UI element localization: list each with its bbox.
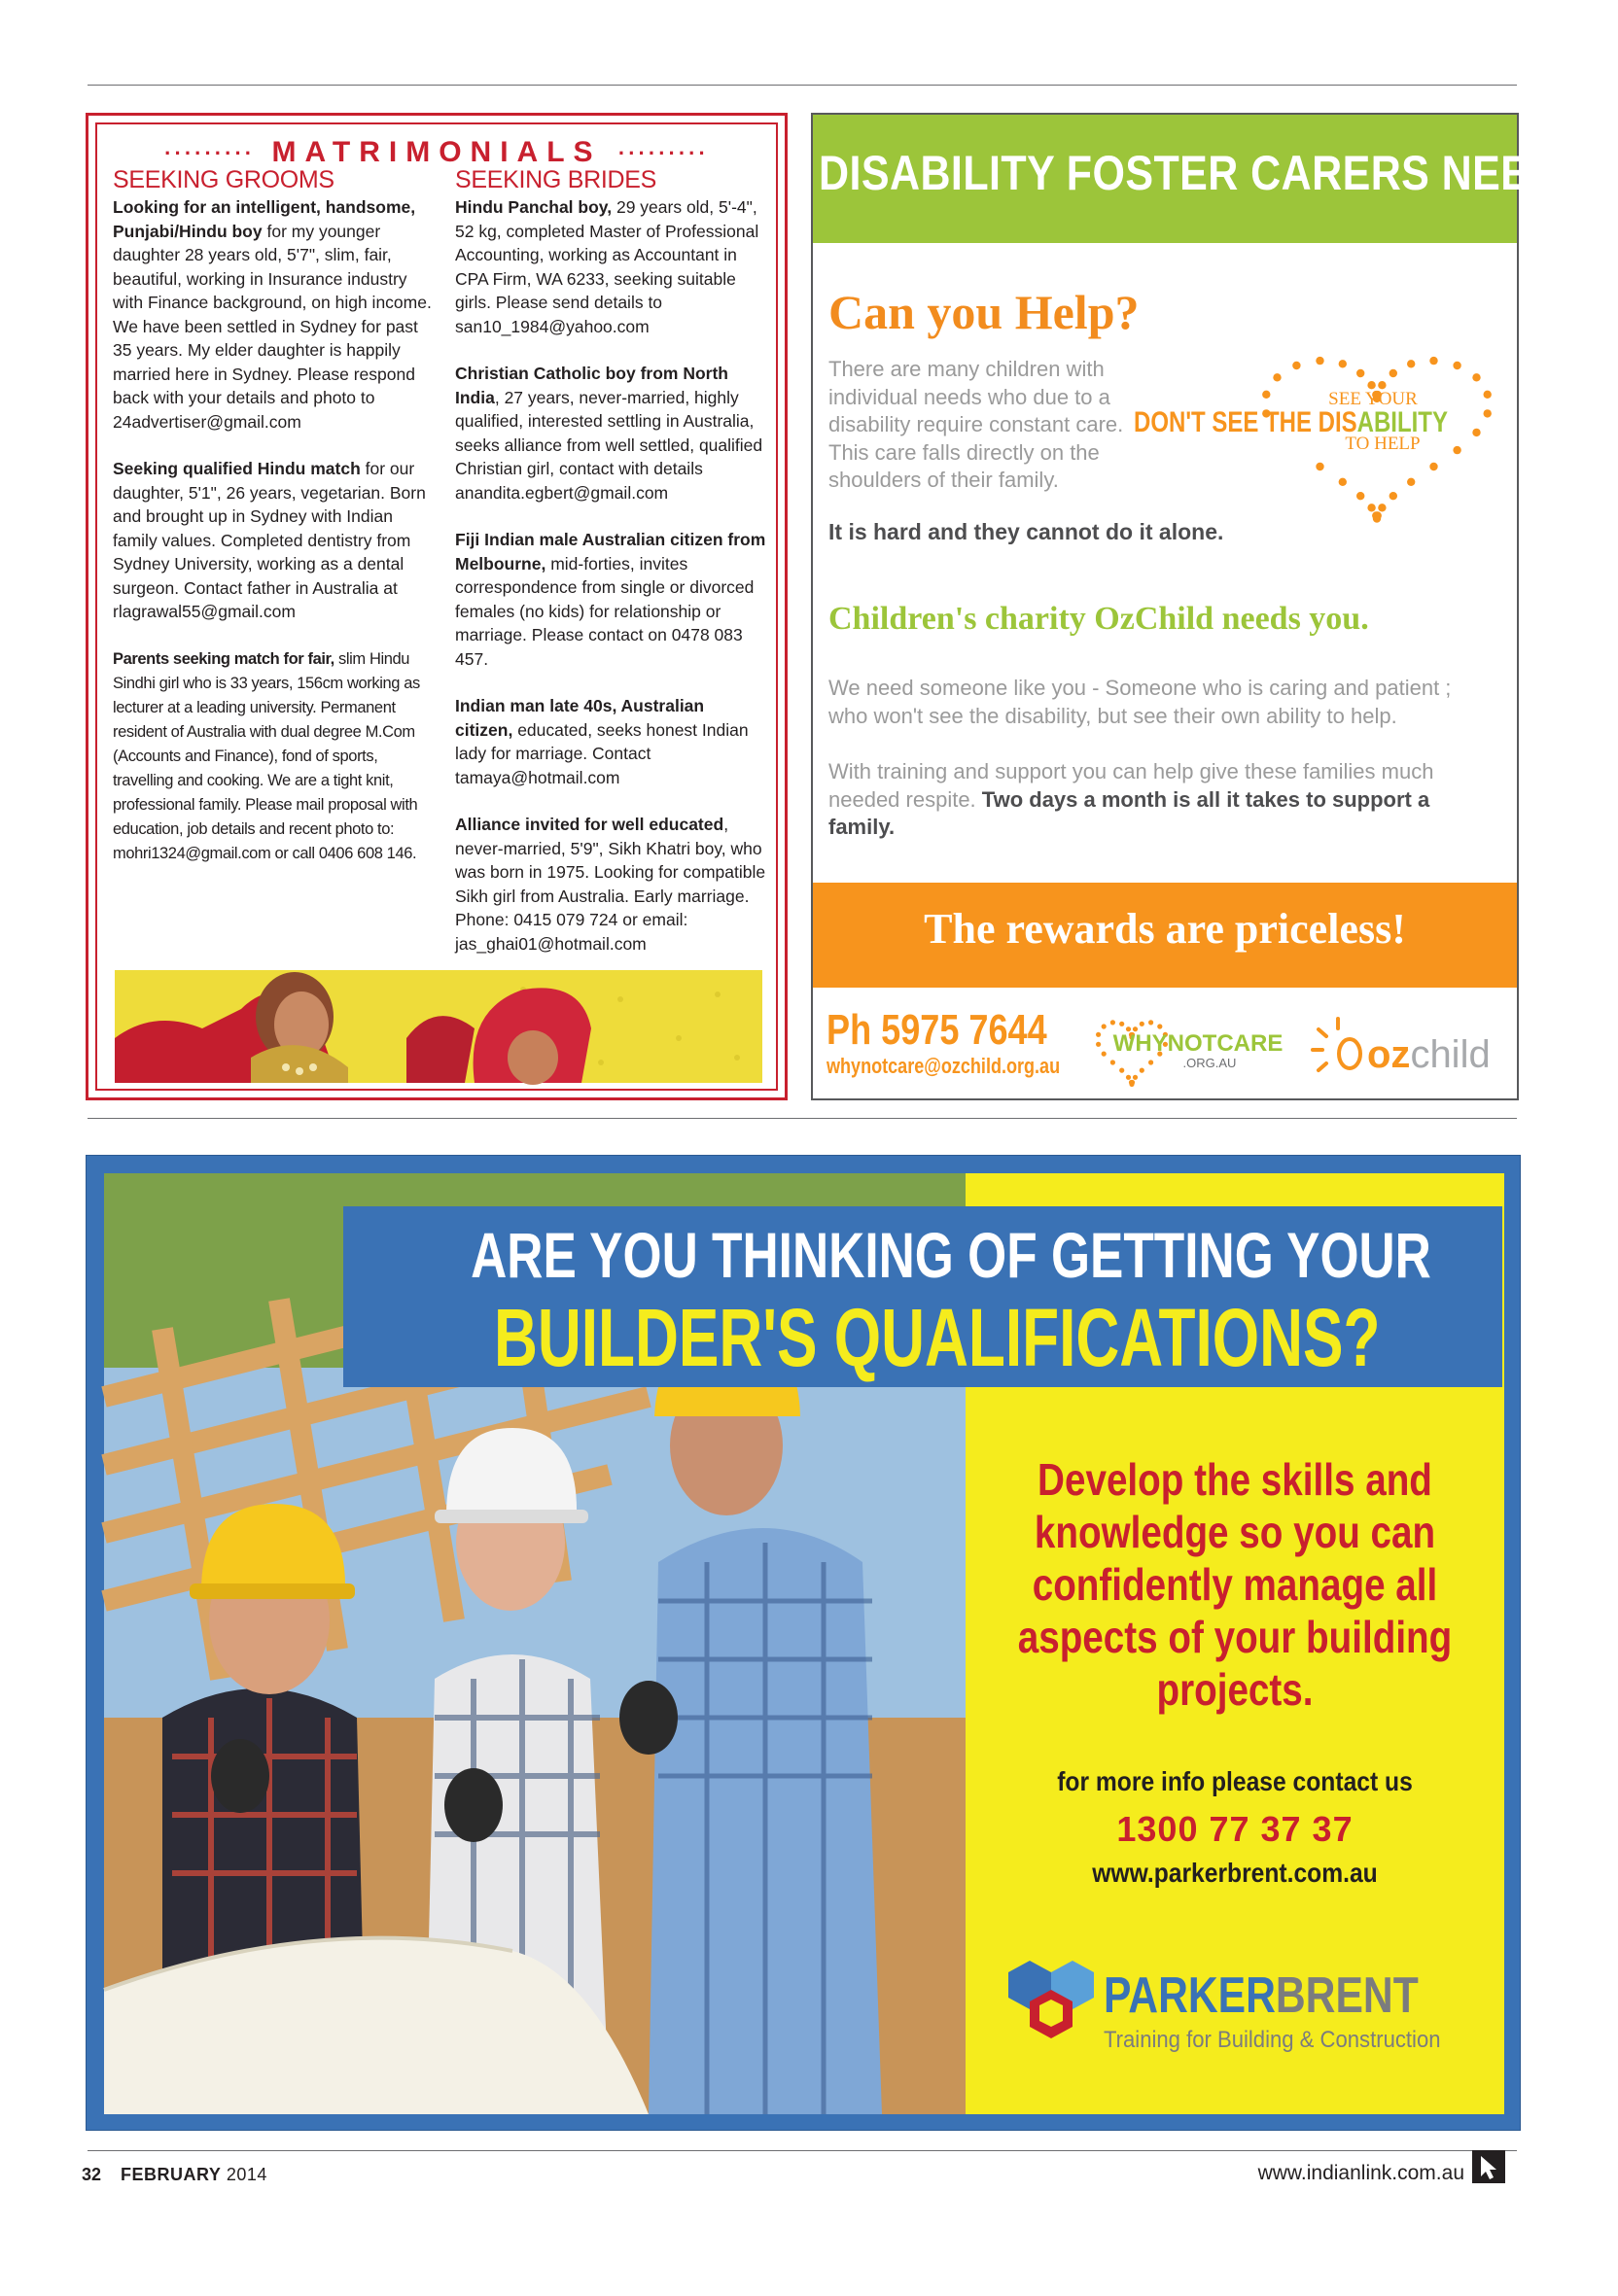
logo-dot (1157, 1024, 1162, 1028)
groom-ad-lead: Looking for an intelligent, handsome, Punjabi/Hindu boy (113, 197, 416, 241)
heart-dot (1378, 504, 1386, 511)
logo-dot (1133, 1075, 1138, 1080)
pitch-text: Develop the skills and knowledge so you can confidently manage all aspects of your building projects. (1017, 1454, 1453, 1715)
whynotcare-text: WHYNOTCARE (1112, 1030, 1284, 1057)
issue-year: 2014 (226, 2165, 267, 2184)
bride-ad (455, 813, 766, 956)
heart-dot (1407, 478, 1415, 486)
page-number: 32 (82, 2165, 102, 2184)
headline-band (813, 115, 1618, 243)
brand-parker: PARKER (1104, 1967, 1276, 2024)
ad-headline: DISABILITY FOSTER CARERS NEEDED (819, 146, 1618, 200)
rewards-text: The rewards are priceless! (924, 905, 1406, 953)
hard-statement: It is hard and they cannot do it alone. (828, 519, 1224, 544)
heart-dot (1356, 369, 1364, 377)
heart-dot (1367, 504, 1375, 511)
bride-ad (455, 195, 766, 338)
seeking-grooms-column (113, 165, 440, 889)
site-url[interactable]: www.indianlink.com.au (1257, 2162, 1464, 2184)
seeking-brides-column (455, 165, 766, 979)
whynotcare-logo-icon (1091, 1009, 1295, 1087)
heart-dots-icon (1134, 348, 1503, 533)
intro-paragraph: There are many children with individual needs who due to a disability require constant care. This care falls directly on the shoulders of their family. (828, 357, 1124, 492)
matrimonials-box (86, 113, 788, 1100)
whynotcare-sub: .ORG.AU (1182, 1056, 1237, 1070)
footer-rule (88, 2150, 1517, 2151)
heart-dot (1339, 360, 1347, 367)
headline-banner (343, 1206, 1502, 1387)
groom-ad (113, 457, 440, 624)
heart-bottom-text: TO HELP (1345, 434, 1421, 454)
bride-ad-body: educated, seeks honest Indian lady for marriage. Contact tamaya@hotmail.com (455, 719, 749, 787)
bride-ad-lead: Hindu Panchal boy, (455, 197, 613, 217)
wedding-couple-illustration (115, 970, 762, 1083)
logo-dot (1148, 1020, 1153, 1025)
parkerbrent-tagline: Training for Building & Construction (1104, 2027, 1441, 2053)
ozchild-text-oz: oz (1367, 1033, 1411, 1076)
heart-dot (1453, 446, 1460, 454)
can-you-help-heading: Can you Help? (828, 285, 1140, 339)
cursor-arrow-icon (1472, 2150, 1505, 2183)
builder-qualifications-ad (86, 1155, 1521, 2131)
heart-dot (1339, 478, 1347, 486)
heart-slogan-green: ABILITY (1356, 404, 1448, 438)
brand-brent: BRENT (1275, 1967, 1419, 2024)
ozchild-sun-icon (1309, 1015, 1513, 1083)
top-rule (88, 85, 1517, 86)
logo-dot (1140, 1068, 1144, 1073)
parkerbrent-cube-icon (1004, 1951, 1098, 2048)
seeking-grooms-heading: SEEKING GROOMS (113, 166, 334, 193)
groom-ad (113, 195, 440, 434)
whynotcare-logo (1091, 1009, 1295, 1087)
contact-email: whynotcare@ozchild.org.au (827, 1054, 1061, 1078)
heart-dot (1472, 429, 1480, 436)
ozchild-logo (1309, 1015, 1513, 1083)
training-bold-text: Two days a month is all it takes to support a family. (828, 786, 1430, 839)
logo-dot (1129, 1080, 1134, 1085)
heart-dot (1273, 373, 1281, 381)
heart-dot (1389, 369, 1397, 377)
heart-dot (1484, 409, 1492, 417)
issue-date (121, 2165, 267, 2185)
parkerbrent-wordmark (1104, 1968, 1419, 2023)
matrimonials-title (97, 136, 776, 169)
seeking-brides-heading: SEEKING BRIDES (455, 166, 656, 193)
rewards-band (813, 883, 1517, 988)
logo-dot (1140, 1022, 1144, 1026)
heart-dot (1429, 357, 1437, 365)
heart-dot (1453, 362, 1460, 369)
matrimonials-inner-border (95, 122, 778, 1091)
training-paragraph (828, 758, 1499, 842)
heart-slogan-orange: DON'T SEE THE DIS (1134, 404, 1357, 438)
logo-dot (1119, 1068, 1124, 1073)
logo-dot (1126, 1075, 1131, 1080)
phone-number: 1300 77 37 37 (1116, 1809, 1354, 1849)
heart-dot (1389, 492, 1397, 500)
headline-line-1: ARE YOU THINKING OF GETTING YOUR (471, 1219, 1431, 1291)
wedding-couple-photo (115, 970, 762, 1083)
heart-dot (1292, 362, 1300, 369)
groom-ad-lead: Seeking qualified Hindu match (113, 459, 361, 478)
training-text: With training and support you can help give these families much needed respite. (828, 759, 1434, 812)
bride-ad-body: mid-forties, invites correspondence from single or divorced females (no kids) for relationship or marriage. Please contact on 0478 083 457. (455, 553, 755, 669)
groom-ad-body: for our daughter, 5'1", 26 years, vegetarian. Born and brought up in Sydney with Indian family values. Completed dentistry from Sydney University, working as a dental surgeon. Contact father in Australia at rlagrawal55@gmail.com (113, 459, 426, 621)
heart-dots-graphic (1134, 348, 1503, 533)
groom-ad (113, 647, 440, 866)
bride-ad-lead: Fiji Indian male Australian citizen from Melbourne, (455, 530, 766, 574)
logo-dot (1102, 1052, 1107, 1057)
contact-phone: Ph 5975 7644 (827, 1006, 1047, 1054)
heart-dot (1472, 373, 1480, 381)
heart-slogan (1134, 404, 1448, 437)
disability-foster-carers-ad (811, 113, 1618, 1100)
title-dots-left: ········· (164, 141, 256, 166)
bride-ad (455, 694, 766, 789)
groom-ad-body: slim Hindu Sindhi girl who is 33 years, 156cm working as lecturer at a leading university. Permanent resident of Australia with dual degree M.Com (Accounts and Finance), fond of sports, travelling and cooking. We are a tight knit, professional family. Please mail proposal with education, job details and recent photo to: mohri1324@gmail.com or call 0406 608 146. (113, 649, 420, 862)
charity-heading: Children's charity OzChild needs you. (828, 601, 1369, 637)
bride-ad (455, 362, 766, 504)
title-dots-right: ········· (617, 141, 709, 166)
logo-dot (1110, 1060, 1115, 1064)
ozchild-text-child: child (1410, 1033, 1491, 1076)
heart-dot (1316, 357, 1323, 365)
cursor-arrow-glyph (1472, 2150, 1505, 2183)
logo-dot (1148, 1060, 1153, 1064)
groom-ad-body: for my younger daughter 28 years old, 5'7", slim, fair, beautiful, working in Insurance industry with Finance background, on high income. We have been settled in Sydney for past 35 years. My elder daughter is happily married here in Sydney. Please respond back with your details and photo to 24advertiser@gmail.com (113, 221, 432, 432)
logo-dot (1110, 1020, 1115, 1025)
bride-ad-body: 29 years old, 5'-4", 52 kg, completed Master of Professional Accounting, working as Accountant in CPA Firm, WA 6233, seeking suitable girls. Please send details to san10_1984@yahoo.com (455, 197, 759, 336)
heart-dot (1407, 360, 1415, 367)
logo-dot (1096, 1032, 1101, 1037)
heart-dot (1429, 463, 1437, 470)
logo-dot (1119, 1022, 1124, 1026)
parkerbrent-logo-mark (1004, 1951, 1098, 2048)
bride-ad (455, 528, 766, 671)
matrimonials-heading: MATRIMONIALS (271, 136, 602, 168)
bride-ad-lead: Christian Catholic boy from North India (455, 364, 728, 407)
heart-dot (1372, 511, 1380, 519)
need-paragraph: We need someone like you - Someone who is caring and patient ; who won't see the disability, but see their own ability to help. (828, 676, 1452, 728)
heart-dot (1484, 391, 1492, 399)
bride-ad-lead: Indian man late 40s, Australian citizen, (455, 696, 705, 740)
heart-dot (1316, 463, 1323, 470)
website-link[interactable]: www.parkerbrent.com.au (1092, 1858, 1378, 1888)
logo-dot (1096, 1042, 1101, 1047)
more-info-text: for more info please contact us (1057, 1766, 1413, 1796)
bride-ad-lead: Alliance invited for well educated (455, 815, 724, 834)
middle-rule (88, 1118, 1517, 1119)
ozchild-text (1367, 1033, 1491, 1076)
groom-ad-lead: Parents seeking match for fair, (113, 649, 334, 668)
bride-ad-body: , never-married, 5'9", Sikh Khatri boy, who was born in 1975. Looking for compatible Sikh girl from Australia. Early marriage. Phone: 0415 079 724 or email: jas_ghai01@hotmail.com (455, 815, 766, 954)
issue-month: FEBRUARY (121, 2165, 222, 2184)
logo-dot (1102, 1024, 1107, 1028)
heart-dot (1356, 492, 1364, 500)
heart-top-text: SEE YOUR (1328, 389, 1418, 409)
heart-dot (1262, 391, 1270, 399)
headline-line-2: BUILDER'S QUALIFICATIONS? (493, 1292, 1381, 1383)
bride-ad-body: , 27 years, never-married, highly qualified, interested settling in Australia, seeks alliance from well settled, qualified Christian girl, contact with details anandita.egbert@gmail.com (455, 387, 763, 503)
